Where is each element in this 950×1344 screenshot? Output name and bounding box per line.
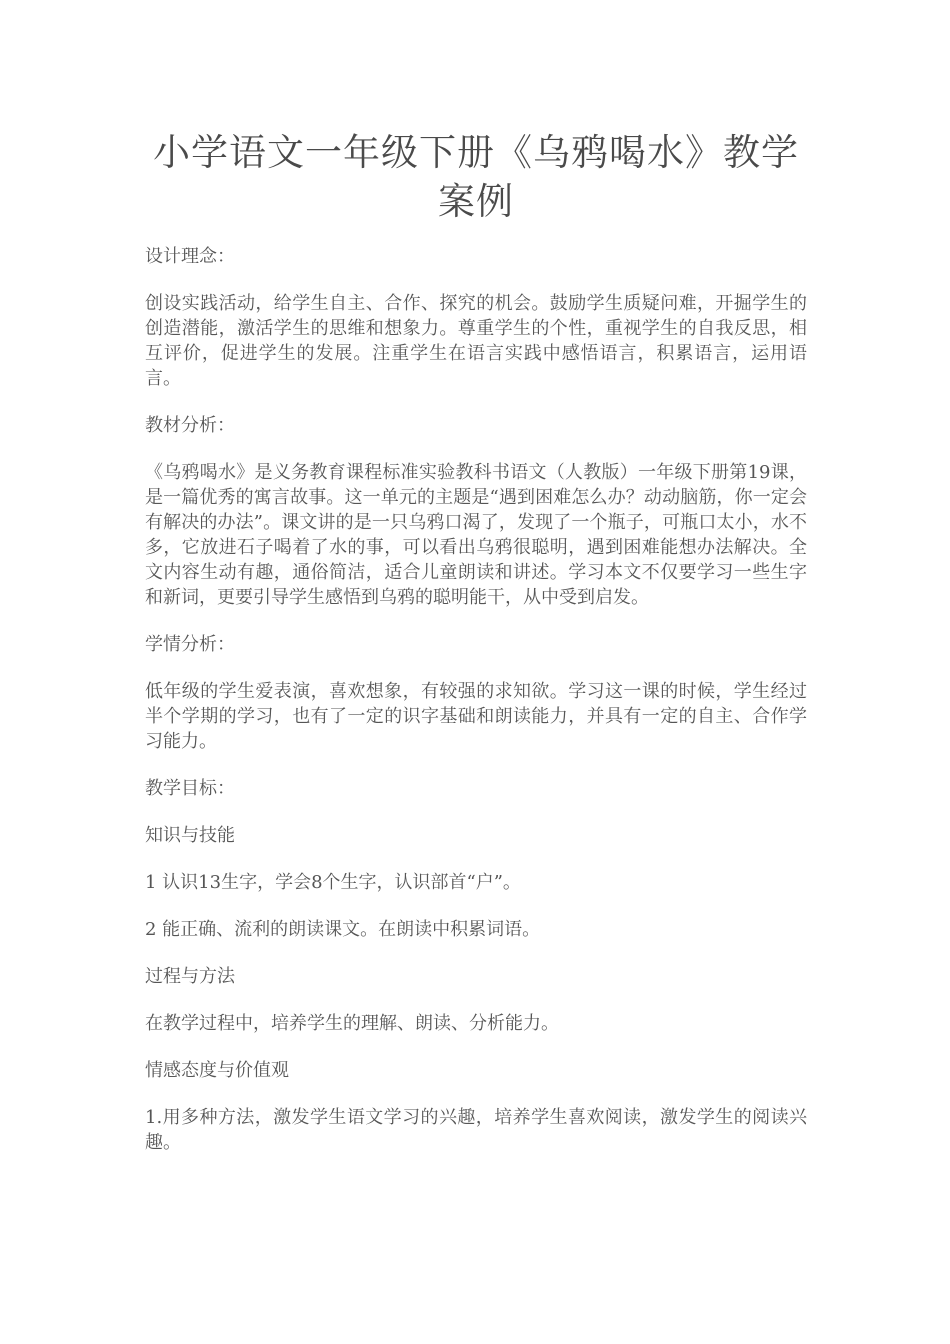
- knowledge-heading: 知识与技能: [145, 825, 235, 846]
- document-title: 小学语文一年级下册《乌鸦喝水》教学案例: [153, 131, 799, 223]
- material-paragraph: 《乌鸦喝水》是义务教育课程标准实验教科书语文（人教版）一年级下册第19课，是一篇优秀的寓言故事。这一单元的主题是“遇到困难怎么办？动动脑筋，你一定会有解决的办法”。课文讲的是一只乌鸦口渴了，发现了一个瓶子，可瓶口太小，水不多，它放进石子喝着了水的事，可以看出乌鸦很聪明，遇到困难能想办法解决。全文内容生动有趣，通俗简洁，适合儿童朗读和讲述。学习本文不仅要学习一些生字和新词，更要引导学生感悟到乌鸦的聪明能干，从中受到启发。: [145, 462, 807, 608]
- learners-paragraph: 低年级的学生爱表演，喜欢想象，有较强的求知欲。学习这一课的时候，学生经过半个学期的学习，也有了一定的识字基础和朗读能力，并具有一定的自主、合作学习能力。: [145, 681, 807, 752]
- learners-heading: 学情分析：: [145, 634, 235, 655]
- emotion-heading: 情感态度与价值观: [145, 1060, 289, 1081]
- material-heading: 教材分析：: [145, 415, 235, 436]
- process-item-1: 在教学过程中，培养学生的理解、朗读、分析能力。: [145, 1013, 559, 1034]
- knowledge-item-2: 2 能正确、流利的朗读课文。在朗读中积累词语。: [145, 919, 541, 940]
- goals-heading: 教学目标：: [145, 778, 235, 799]
- knowledge-item-1: 1 认识13生字，学会8个生字，认识部首“户”。: [145, 872, 521, 893]
- design-paragraph: 创设实践活动，给学生自主、合作、探究的机会。鼓励学生质疑问难，开掘学生的创造潜能，激活学生的思维和想象力。尊重学生的个性，重视学生的自我反思，相互评价，促进学生的发展。注重学生在语言实践中感悟语言，积累语言，运用语言。: [145, 293, 807, 389]
- emotion-item-1: 1.用多种方法，激发学生语文学习的兴趣，培养学生喜欢阅读，激发学生的阅读兴趣。: [145, 1107, 807, 1153]
- design-heading: 设计理念：: [145, 246, 235, 267]
- process-heading: 过程与方法: [145, 966, 235, 987]
- document-page: [145, 128, 807, 1177]
